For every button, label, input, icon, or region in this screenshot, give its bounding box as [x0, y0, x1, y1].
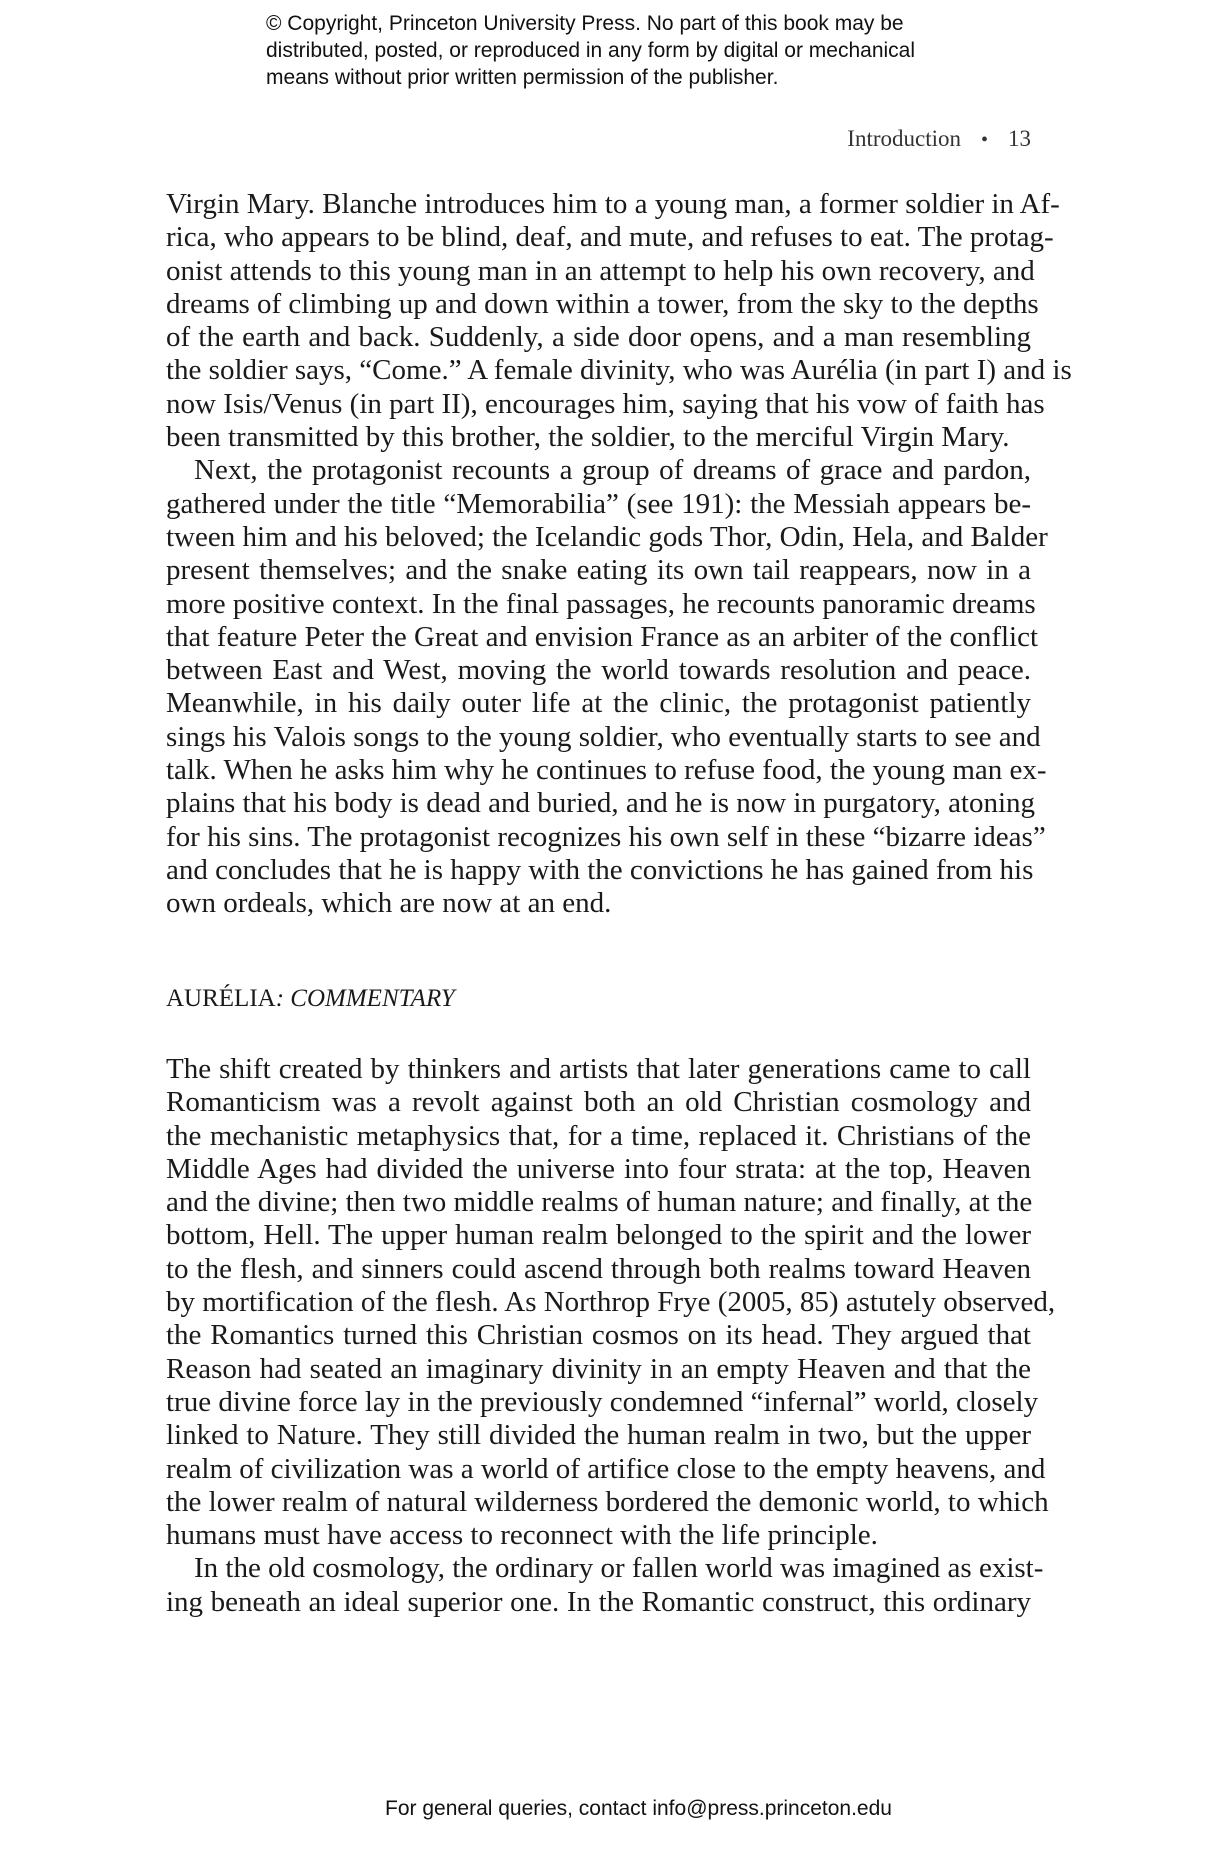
text-line: Next, the protagonist recounts a group of dreams of grace and pardon,	[194, 454, 1031, 487]
text-line: tween him and his beloved; the Icelandic gods Thor, Odin, Hela, and Balder	[166, 520, 1048, 553]
text-line: Meanwhile, in his daily outer life at the clinic, the protagonist patiently	[166, 687, 1031, 720]
text-line: rica, who appears to be blind, deaf, and mute, and refuses to eat. The protag-	[166, 221, 1054, 254]
footer-contact: For general queries, contact info@press.princeton.edu	[385, 1797, 892, 1820]
text-line: of the earth and back. Suddenly, a side door opens, and a man resembling	[166, 321, 1031, 354]
copyright-line: means without prior written permission of the publisher.	[266, 66, 779, 89]
body-text-block-1	[166, 188, 1072, 921]
section-heading-subtitle: : COMMENTARY	[275, 985, 455, 1012]
text-line: sings his Valois songs to the young soldier, who eventually starts to see and	[166, 720, 1041, 753]
text-line: Romanticism was a revolt against both an old Christian cosmology and	[166, 1086, 1031, 1119]
text-line: the soldier says, “Come.” A female divinity, who was Aurélia (in part I) and is	[166, 354, 1072, 387]
text-line: humans must have access to reconnect with the life principle.	[166, 1519, 878, 1552]
text-line: been transmitted by this brother, the soldier, to the merciful Virgin Mary.	[166, 421, 1010, 454]
body-text-block-2	[166, 1053, 1056, 1619]
section-heading-title: AURÉLIA	[166, 985, 276, 1012]
text-line: that feature Peter the Great and envision France as an arbiter of the conflict	[166, 620, 1039, 653]
section-heading	[166, 985, 455, 1013]
text-line: talk. When he asks him why he continues to refuse food, the young man ex-	[166, 754, 1047, 787]
text-line: dreams of climbing up and down within a tower, from the sky to the depths	[166, 287, 1039, 320]
text-line: Middle Ages had divided the universe into four strata: at the top, Heaven	[166, 1152, 1031, 1185]
text-line: The shift created by thinkers and artists that later generations came to call	[166, 1053, 1031, 1085]
text-line: and the divine; then two middle realms of human nature; and finally, at the	[166, 1186, 1033, 1219]
running-head-separator: •	[980, 129, 988, 151]
text-line: linked to Nature. They still divided the human realm in two, but the upper	[166, 1419, 1031, 1452]
text-line: the mechanistic metaphysics that, for a time, replaced it. Christians of the	[166, 1119, 1031, 1152]
text-line: between East and West, moving the world towards resolution and peace.	[166, 654, 1031, 687]
text-line: now Isis/Venus (in part II), encourages him, saying that his vow of faith has	[166, 387, 1045, 420]
text-line: Virgin Mary. Blanche introduces him to a young man, a former soldier in Af-	[166, 188, 1060, 220]
text-line: Reason had seated an imaginary divinity in an empty Heaven and that the	[166, 1352, 1031, 1385]
running-head-section: Introduction	[847, 126, 961, 151]
text-line: realm of civilization was a world of artifice close to the empty heavens, and	[166, 1452, 1046, 1485]
text-line: onist attends to this young man in an attempt to help his own recovery, and	[166, 254, 1035, 287]
text-line: ing beneath an ideal superior one. In the Romantic construct, this ordinary	[166, 1585, 1031, 1618]
text-line: bottom, Hell. The upper human realm belonged to the spirit and the lower	[166, 1219, 1031, 1252]
text-line: to the flesh, and sinners could ascend through both realms toward Heaven	[166, 1252, 1031, 1285]
page-number: 13	[1008, 126, 1031, 151]
copyright-notice	[266, 10, 1026, 91]
text-line: by mortification of the flesh. As Northrop Frye (2005, 85) astutely observed,	[166, 1286, 1056, 1319]
text-line: more positive context. In the final passages, he recounts panoramic dreams	[166, 587, 1036, 620]
text-line: plains that his body is dead and buried, and he is now in purgatory, atoning	[166, 787, 1036, 820]
text-line: true divine force lay in the previously condemned “infernal” world, closely	[166, 1385, 1039, 1418]
copyright-line: distributed, posted, or reproduced in any form by digital or mechanical	[266, 39, 916, 62]
copyright-line: © Copyright, Princeton University Press. No part of this book may be	[266, 12, 904, 35]
text-line: present themselves; and the snake eating its own tail reappears, now in a	[166, 554, 1031, 587]
text-line: gathered under the title “Memorabilia” (see 191): the Messiah appears be-	[166, 487, 1031, 520]
text-line: own ordeals, which are now at an end.	[166, 887, 612, 920]
text-line: In the old cosmology, the ordinary or fallen world was imagined as exist-	[194, 1552, 1044, 1585]
text-line: the lower realm of natural wilderness bordered the demonic world, to which	[166, 1485, 1049, 1518]
text-line: and concludes that he is happy with the convictions he has gained from his	[166, 853, 1034, 886]
text-line: for his sins. The protagonist recognizes his own self in these “bizarre ideas”	[166, 820, 1046, 853]
running-head	[847, 126, 1031, 152]
text-line: the Romantics turned this Christian cosmos on its head. They argued that	[166, 1319, 1031, 1352]
